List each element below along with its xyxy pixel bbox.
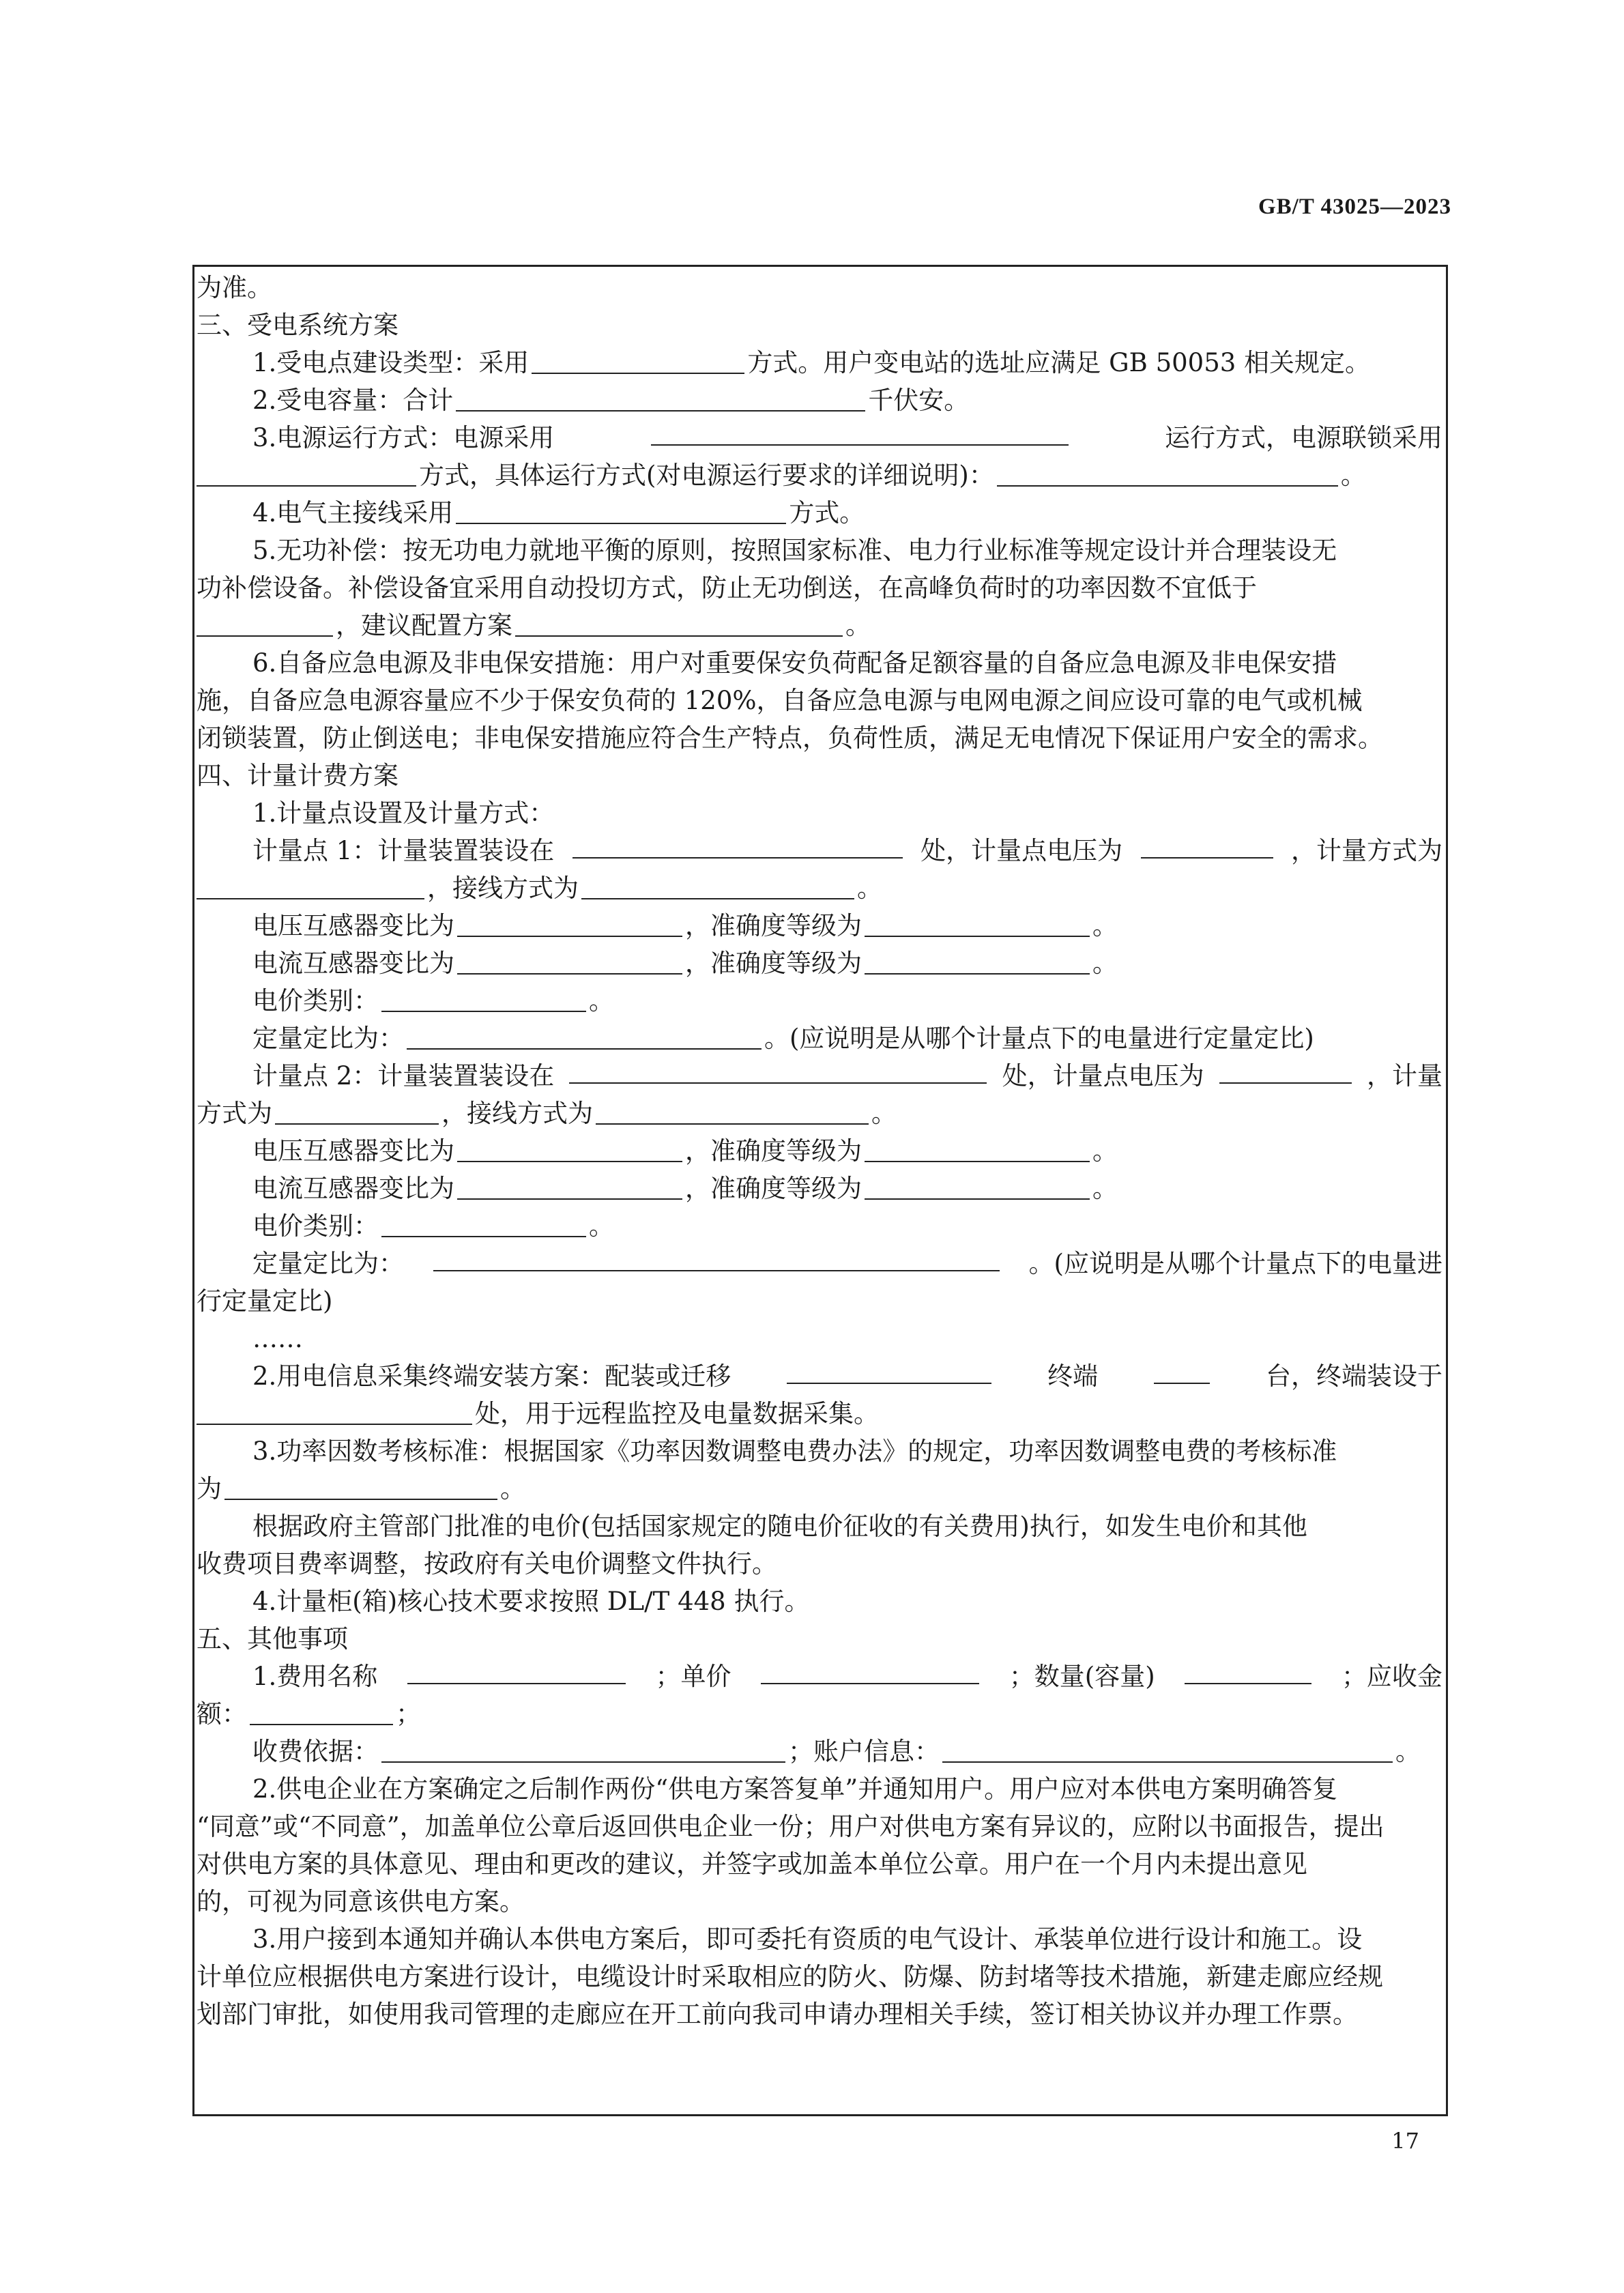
form-line: 电流互感器变比为 ，准确度等级为 。 xyxy=(252,1174,1118,1203)
fill-blank[interactable] xyxy=(1154,1357,1210,1384)
form-line: 1.受电点建设类型：采用 方式。用户变电站的选址应满足 GB 50053 相关规定。 xyxy=(252,348,1371,377)
form-line: 处，用于远程监控及电量数据采集。 xyxy=(192,1394,1448,1434)
text-line: 施，自备应急电源容量应不少于保安负荷的 120%，自备应急电源与电网电源之间应设可靠的电气或机械 xyxy=(197,686,1363,715)
text-line: 划部门审批，如使用我司管理的走廊应在开工前向我司申请办理相关手续，签订相关协议并办理工作票。 xyxy=(197,2000,1358,2029)
form-line: 电压互感器变比为 ，准确度等级为 。 xyxy=(252,911,1118,940)
form-line: 收费依据： ；账户信息： 。 xyxy=(252,1737,1421,1766)
text-line: 6.自备应急电源及非电保安措施：用户对重要保安负荷配备足额容量的自备应急电源及非电保安措 xyxy=(252,648,1337,678)
fill-blank[interactable] xyxy=(865,910,1090,937)
fill-blank[interactable] xyxy=(761,1657,979,1684)
text-line: 为准。 xyxy=(197,273,272,302)
fill-blank[interactable] xyxy=(1141,831,1273,859)
form-line: 计量点 2：计量装置装设在 处，计量点电压为 ，计量 xyxy=(192,1056,1448,1096)
form-line: 计量点 1：计量装置装设在 处，计量点电压为 ，计量方式为 xyxy=(192,831,1448,871)
fill-blank[interactable] xyxy=(197,1398,472,1425)
section-heading: 五、其他事项 xyxy=(197,1624,348,1654)
fill-blank[interactable] xyxy=(457,947,682,975)
form-line: ，建议配置方案 。 xyxy=(192,606,1448,646)
fill-blank[interactable] xyxy=(596,1097,869,1125)
form-line: 电价类别： 。 xyxy=(252,1211,614,1241)
text-line: 1.计量点设置及计量方式： xyxy=(252,798,555,828)
text-line: 5.无功补偿：按无功电力就地平衡的原则，按照国家标准、电力行业标准等规定设计并合理装设无 xyxy=(252,536,1337,565)
form-line: 3.电源运行方式：电源采用 运行方式，电源联锁采用 xyxy=(192,418,1448,458)
fill-blank[interactable] xyxy=(865,947,1090,975)
ellipsis-line: …… xyxy=(252,1324,303,1353)
fill-blank[interactable] xyxy=(787,1357,991,1384)
form-line: 定量定比为： 。(应说明是从哪个计量点下的电量进行定量定比) xyxy=(252,1024,1314,1053)
section-heading: 三、受电系统方案 xyxy=(197,311,398,340)
fill-blank[interactable] xyxy=(865,1172,1090,1200)
text-line: 3.用户接到本通知并确认本供电方案后，即可委托有资质的电气设计、承装单位进行设计和施工。设 xyxy=(252,1924,1363,1954)
fill-blank[interactable] xyxy=(250,1698,393,1725)
fill-blank[interactable] xyxy=(456,384,865,412)
text-line: “同意”或“不同意”，加盖单位公章后返回供电企业一份；用户对供电方案有异议的，应附以书面报告，提出 xyxy=(197,1812,1384,1841)
form-line: 电价类别： 。 xyxy=(252,986,614,1015)
form-line: 方式，具体运行方式(对电源运行要求的详细说明)： 。 xyxy=(192,456,1448,495)
fill-blank[interactable] xyxy=(457,910,682,937)
text-line: 4.计量柜(箱)核心技术要求按照 DL/T 448 执行。 xyxy=(252,1587,810,1616)
text-line: 3.功率因数考核标准：根据国家《功率因数调整电费办法》的规定，功率因数调整电费的考核标准 xyxy=(252,1437,1337,1466)
fill-blank[interactable] xyxy=(456,497,786,524)
fill-blank[interactable] xyxy=(651,418,1069,446)
fill-blank[interactable] xyxy=(515,609,843,637)
text-line: 2.供电企业在方案确定之后制作两份“供电方案答复单”并通知用户。用户应对本供电方案明确答复 xyxy=(252,1774,1338,1804)
fill-blank[interactable] xyxy=(197,872,424,899)
fill-blank[interactable] xyxy=(197,459,416,487)
text-line: 计单位应根据供电方案进行设计，电缆设计时采取相应的防火、防爆、防封堵等技术措施，新建走廊应经规 xyxy=(197,1962,1383,1991)
form-line: 2.用电信息采集终端安装方案：配装或迁移 终端 台，终端装设于 xyxy=(192,1357,1448,1396)
fill-blank[interactable] xyxy=(572,831,903,859)
form-line: 方式为 ，接线方式为 。 xyxy=(197,1099,897,1128)
form-line: ，接线方式为 。 xyxy=(192,869,1448,908)
fill-blank[interactable] xyxy=(532,347,744,374)
fill-blank[interactable] xyxy=(224,1473,497,1500)
text-line: 根据政府主管部门批准的电价(包括国家规定的随电价征收的有关费用)执行，如发生电价和其他 xyxy=(252,1512,1307,1541)
form-line: 额： ； xyxy=(197,1699,421,1729)
text-line: 的，可视为同意该供电方案。 xyxy=(197,1887,525,1916)
fill-blank[interactable] xyxy=(381,1735,785,1763)
text-line: 行定量定比) xyxy=(197,1286,333,1316)
fill-blank[interactable] xyxy=(407,1657,626,1684)
fill-blank[interactable] xyxy=(381,1210,586,1237)
fill-blank[interactable] xyxy=(381,985,586,1012)
form-line: 4.电气主接线采用 方式。 xyxy=(252,498,865,528)
fill-blank[interactable] xyxy=(1185,1657,1311,1684)
fill-blank[interactable] xyxy=(997,459,1338,487)
fill-blank[interactable] xyxy=(433,1244,1000,1271)
form-line: 电压互感器变比为 ，准确度等级为 。 xyxy=(252,1136,1118,1166)
form-line: 2.受电容量：合计 千伏安。 xyxy=(252,386,970,415)
text-line: 收费项目费率调整，按政府有关电价调整文件执行。 xyxy=(197,1549,777,1578)
fill-blank[interactable] xyxy=(1219,1056,1352,1084)
fill-blank[interactable] xyxy=(942,1735,1393,1763)
text-line: 功补偿设备。补偿设备宜采用自动投切方式，防止无功倒送，在高峰负荷时的功率因数不宜低于 xyxy=(197,573,1257,603)
standard-number: GB/T 43025—2023 xyxy=(1258,194,1451,219)
fill-blank[interactable] xyxy=(569,1056,987,1084)
text-line: 闭锁装置，防止倒送电；非电保安措施应符合生产特点，负荷性质，满足无电情况下保证用户安全的需求。 xyxy=(197,723,1383,753)
form-line: 为 。 xyxy=(197,1474,525,1503)
form-line: 1.费用名称 ；单价 ；数量(容量) ；应收金 xyxy=(192,1657,1448,1697)
page-number: 17 xyxy=(1391,2128,1419,2154)
fill-blank[interactable] xyxy=(197,609,333,637)
form-line: 电流互感器变比为 ，准确度等级为 。 xyxy=(252,949,1118,978)
section-heading: 四、计量计费方案 xyxy=(197,761,398,790)
fill-blank[interactable] xyxy=(865,1135,1090,1162)
text-line: 对供电方案的具体意见、理由和更改的建议，并签字或加盖本单位公章。用户在一个月内未提出意见 xyxy=(197,1849,1307,1879)
fill-blank[interactable] xyxy=(581,872,854,899)
fill-blank[interactable] xyxy=(457,1172,682,1200)
form-line: 定量定比为： 。(应说明是从哪个计量点下的电量进 xyxy=(192,1244,1448,1284)
fill-blank[interactable] xyxy=(407,1022,762,1050)
fill-blank[interactable] xyxy=(275,1097,439,1125)
fill-blank[interactable] xyxy=(457,1135,682,1162)
